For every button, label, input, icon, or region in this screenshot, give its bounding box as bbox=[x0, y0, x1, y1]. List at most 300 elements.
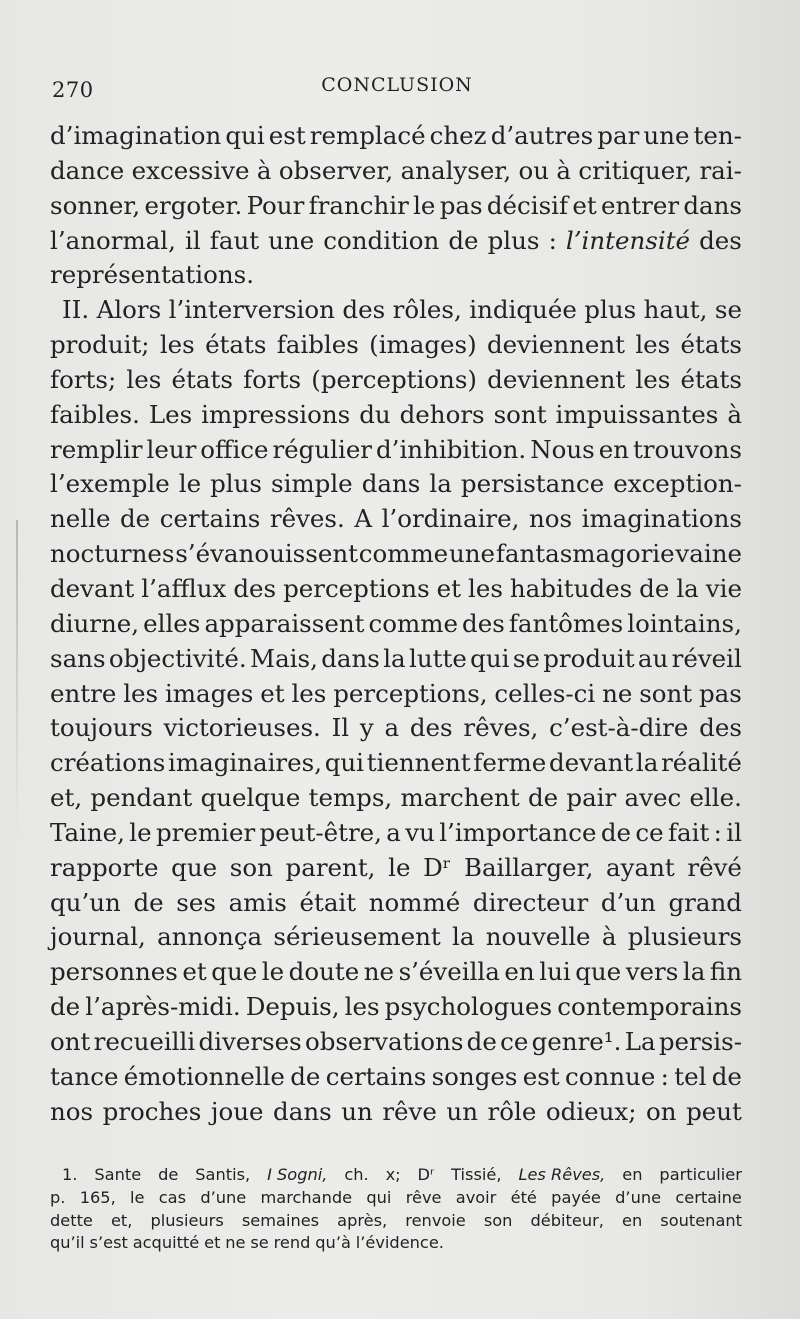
footnote-word: renvoie bbox=[405, 1210, 466, 1230]
body-word: de bbox=[290, 1061, 321, 1091]
body-word: peut-être, bbox=[259, 817, 382, 847]
body-word: les bbox=[635, 364, 671, 394]
body-word: fantasmagorie bbox=[495, 539, 675, 569]
body-word: : bbox=[548, 225, 557, 255]
body-word: à bbox=[556, 155, 571, 185]
footnote-word: en bbox=[621, 1210, 643, 1230]
body-word: impuissantes bbox=[555, 399, 719, 429]
body-word: sont bbox=[493, 399, 547, 429]
body-word: à bbox=[727, 399, 742, 429]
body-word: de bbox=[600, 817, 632, 847]
body-word: les bbox=[635, 330, 671, 360]
body-word: a bbox=[386, 817, 401, 847]
footnote-line bbox=[50, 1187, 742, 1210]
body-word: grand bbox=[668, 887, 742, 917]
body-word: fait bbox=[667, 817, 710, 847]
body-word: objectivité. bbox=[108, 643, 247, 673]
body-word: deviennent bbox=[486, 330, 626, 360]
body-word: recueilli bbox=[93, 1026, 196, 1056]
body-line bbox=[50, 119, 742, 154]
body-word: des bbox=[699, 225, 742, 255]
body-word: des bbox=[233, 573, 277, 603]
body-word: d’autres bbox=[490, 121, 594, 150]
body-word: (images) bbox=[369, 330, 477, 360]
body-word: impressions bbox=[201, 399, 351, 429]
body-word: s’éveilla bbox=[398, 957, 500, 987]
body-line bbox=[50, 189, 742, 224]
footnote-word: payée bbox=[551, 1187, 601, 1207]
body-word: une bbox=[268, 225, 315, 255]
footnote-word: Tissié, bbox=[451, 1165, 502, 1184]
body-word: proches bbox=[102, 1096, 202, 1126]
body-word: ses bbox=[176, 887, 216, 917]
body-line bbox=[50, 537, 742, 572]
body-word: critiquer, bbox=[578, 155, 693, 185]
body-word: du bbox=[359, 399, 391, 429]
body-word: fantômes bbox=[508, 608, 624, 638]
body-word: l’importance bbox=[439, 817, 597, 847]
body-word: Depuis, bbox=[245, 992, 340, 1022]
footnote-word: particulier bbox=[659, 1165, 742, 1184]
body-word: d’imagination bbox=[50, 121, 222, 150]
body-word: rapporte bbox=[50, 852, 159, 882]
body-line bbox=[50, 328, 742, 363]
body-line bbox=[50, 502, 742, 537]
body-word: la bbox=[383, 643, 406, 673]
body-word: ce bbox=[635, 817, 664, 847]
body-word: les bbox=[159, 330, 195, 360]
body-line bbox=[50, 398, 742, 433]
footnote-word: qu’il bbox=[50, 1233, 85, 1253]
footnote-word: se bbox=[250, 1233, 269, 1253]
body-word: plus bbox=[210, 469, 262, 499]
body-line bbox=[50, 642, 742, 677]
body-line bbox=[50, 1060, 742, 1095]
body-word: nommé bbox=[368, 887, 461, 917]
body-word: observations bbox=[304, 1026, 464, 1056]
footnote-word: avoir bbox=[455, 1187, 497, 1207]
body-word: les bbox=[467, 573, 503, 603]
body-line bbox=[50, 955, 742, 990]
body-line bbox=[50, 293, 742, 328]
body-word: quelque bbox=[200, 783, 301, 813]
body-line bbox=[50, 433, 742, 468]
body-word: le bbox=[388, 852, 411, 882]
body-word: lutte bbox=[409, 643, 467, 673]
body-word: plus bbox=[584, 295, 637, 325]
body-line bbox=[50, 1095, 742, 1130]
body-word: ont bbox=[50, 1026, 91, 1056]
body-word: Baillarger, bbox=[463, 852, 594, 882]
body-word: l’afflux bbox=[141, 573, 227, 603]
body-line bbox=[50, 607, 742, 642]
body-word: créations bbox=[50, 748, 166, 778]
body-word: ne bbox=[363, 957, 395, 987]
footnote-word: Santis, bbox=[195, 1165, 251, 1184]
body-word: dans bbox=[273, 1096, 332, 1126]
footnote-word: qui bbox=[366, 1187, 392, 1207]
footnote-word: acquitté bbox=[132, 1233, 200, 1253]
body-word: l’interversion bbox=[168, 295, 335, 325]
body-word: réalité bbox=[661, 748, 742, 778]
body-word: marchent bbox=[400, 783, 520, 813]
body-word: contemporains bbox=[557, 992, 742, 1022]
body-line bbox=[50, 816, 742, 851]
body-word: nos bbox=[50, 1096, 94, 1126]
footnote-word: qu’à bbox=[315, 1233, 351, 1253]
body-word: rai- bbox=[699, 155, 742, 185]
body-word: rêves. bbox=[269, 504, 345, 534]
body-line bbox=[50, 886, 742, 921]
body-word: représentations. bbox=[50, 260, 254, 290]
body-word: analyser, bbox=[400, 155, 512, 185]
body-word: et bbox=[436, 573, 461, 603]
body-word: Mais, bbox=[249, 643, 318, 673]
body-word: qu’un bbox=[50, 887, 121, 917]
body-word: états bbox=[680, 364, 742, 394]
body-line bbox=[50, 224, 742, 259]
body-word: rêves, bbox=[463, 713, 539, 743]
footnote-word: l’évidence. bbox=[355, 1233, 444, 1253]
body-word: tel bbox=[674, 1061, 707, 1091]
chapter-title: CONCLUSION bbox=[321, 74, 473, 96]
body-word: perceptions bbox=[283, 573, 430, 603]
body-word: journal, bbox=[50, 922, 146, 952]
body-word: dans bbox=[361, 469, 421, 499]
body-word: comme bbox=[358, 539, 449, 569]
body-word: deviennent bbox=[487, 364, 626, 394]
body-word: au bbox=[637, 643, 669, 673]
body-word: diurne, bbox=[50, 608, 140, 638]
body-word: à bbox=[601, 922, 617, 952]
body-word: pas bbox=[699, 678, 742, 708]
body-word: vie bbox=[705, 573, 742, 603]
body-word: dans bbox=[321, 643, 380, 673]
body-word: de bbox=[120, 504, 151, 534]
body-word: rôle bbox=[487, 1096, 537, 1126]
body-word: peut bbox=[686, 1096, 742, 1126]
body-word: faut bbox=[209, 225, 260, 255]
page-number: 270 bbox=[52, 78, 94, 102]
body-word: vers bbox=[625, 957, 679, 987]
body-word: l’exemple bbox=[50, 469, 170, 499]
body-word: pair bbox=[566, 783, 617, 813]
body-word: nouvelle bbox=[485, 922, 591, 952]
body-word: comme bbox=[368, 608, 458, 638]
body-word: émotionnelle bbox=[123, 1061, 285, 1091]
body-word: Dʳ bbox=[423, 852, 452, 882]
body-word: nelle bbox=[50, 504, 111, 534]
body-word: la bbox=[452, 922, 475, 952]
body-line bbox=[50, 920, 742, 955]
body-word: l’ordinaire, bbox=[381, 504, 520, 534]
body-word: ten- bbox=[693, 121, 742, 150]
body-word: II. bbox=[62, 295, 90, 325]
body-word: et, bbox=[50, 783, 83, 813]
body-word: chez bbox=[429, 121, 487, 150]
body-word: Les bbox=[148, 399, 193, 429]
footnotes bbox=[50, 1164, 742, 1255]
body-word: produit bbox=[543, 643, 635, 673]
body-word: connue bbox=[565, 1061, 656, 1091]
body-word: vaine bbox=[675, 539, 742, 569]
body-word: (perceptions) bbox=[311, 364, 477, 394]
body-word: persis- bbox=[658, 1026, 742, 1056]
footnote-word: semaines bbox=[241, 1210, 320, 1230]
footnote-word: x; bbox=[385, 1165, 401, 1184]
body-word: des bbox=[409, 713, 453, 743]
body-word: la bbox=[676, 573, 699, 603]
body-word: entrer bbox=[601, 190, 680, 220]
body-word: sont bbox=[639, 678, 693, 708]
body-word: indiquée bbox=[469, 295, 577, 325]
body-word: l’anormal, bbox=[50, 225, 176, 255]
body-word: ne bbox=[602, 678, 633, 708]
body-word: genre¹. bbox=[531, 1026, 622, 1056]
body-word: : bbox=[713, 817, 722, 847]
footnote-word: 165, bbox=[79, 1187, 116, 1207]
body-word: celles-ci bbox=[494, 678, 596, 708]
body-word: rêvé bbox=[687, 852, 742, 882]
footnote-line bbox=[50, 1232, 742, 1255]
body-word: de bbox=[133, 887, 164, 917]
body-word: la bbox=[682, 957, 706, 987]
body-word: plus bbox=[487, 225, 540, 255]
footnote-word: d’une bbox=[615, 1187, 662, 1207]
body-word: de bbox=[711, 1061, 742, 1091]
body-word: leur bbox=[146, 434, 197, 464]
footnote-line bbox=[50, 1210, 742, 1233]
body-word: rêve bbox=[382, 1096, 437, 1126]
body-word: réveil bbox=[671, 643, 742, 673]
body-word: l’intensité bbox=[565, 225, 691, 255]
body-word: le bbox=[261, 957, 285, 987]
body-line bbox=[50, 711, 742, 746]
body-word: de bbox=[50, 992, 81, 1022]
footnote-word: le bbox=[130, 1187, 145, 1207]
body-word: une bbox=[643, 121, 690, 150]
body-line bbox=[50, 781, 742, 816]
body-word: c’est-à-dire bbox=[549, 713, 689, 743]
body-word: nocturnes bbox=[50, 539, 175, 569]
body-word: qui bbox=[324, 748, 365, 778]
body-word: entre bbox=[50, 678, 117, 708]
body-word: office bbox=[200, 434, 269, 464]
footnote-word: et bbox=[204, 1233, 221, 1253]
footnote-word: en bbox=[622, 1165, 643, 1184]
body-word: doute bbox=[288, 957, 360, 987]
body-word: apparaissent bbox=[204, 608, 365, 638]
footnote-word: ch. bbox=[344, 1165, 369, 1184]
body-word: les bbox=[123, 678, 159, 708]
body-word: victorieuses. bbox=[163, 713, 321, 743]
body-word: sans bbox=[50, 643, 106, 673]
body-word: tance bbox=[50, 1061, 119, 1091]
body-word: Alors bbox=[96, 295, 162, 325]
body-word: de bbox=[448, 225, 479, 255]
body-word: pas bbox=[439, 190, 483, 220]
body-word: remplir bbox=[50, 434, 143, 464]
body-word: ergoter. bbox=[144, 190, 243, 220]
body-word: ferme bbox=[473, 748, 547, 778]
body-word: forts; bbox=[50, 364, 117, 394]
body-word: que bbox=[171, 852, 218, 882]
footnote-word: après, bbox=[337, 1210, 388, 1230]
footnote-word: I Sogni, bbox=[267, 1165, 328, 1184]
body-word: toujours bbox=[50, 713, 153, 743]
footnote-word: s’est bbox=[89, 1233, 128, 1253]
body-word: fin bbox=[709, 957, 742, 987]
footnote-word: débiteur, bbox=[530, 1210, 604, 1230]
body-word: certains bbox=[159, 504, 261, 534]
footnote-word: rend bbox=[273, 1233, 311, 1253]
body-word: états bbox=[171, 364, 233, 394]
body-word: rôles, bbox=[392, 295, 462, 325]
body-word: simple bbox=[271, 469, 353, 499]
body-word: Taine, bbox=[50, 817, 125, 847]
footnote-word: 1. bbox=[62, 1165, 78, 1184]
body-word: faibles. bbox=[50, 399, 140, 429]
body-word: tiennent bbox=[366, 748, 471, 778]
body-word: que bbox=[211, 957, 258, 987]
body-word: personnes bbox=[50, 957, 178, 987]
body-word: dans bbox=[683, 190, 742, 220]
body-word: de bbox=[527, 783, 559, 813]
body-word: était bbox=[299, 887, 357, 917]
body-word: lui bbox=[539, 957, 571, 987]
body-word: les bbox=[344, 992, 380, 1022]
body-word: la bbox=[429, 469, 452, 499]
body-word: sérieusement bbox=[273, 922, 441, 952]
body-word: dehors bbox=[399, 399, 485, 429]
body-word: persistance bbox=[460, 469, 605, 499]
body-word: est bbox=[268, 121, 306, 150]
body-word: imaginaires, bbox=[168, 748, 323, 778]
body-line bbox=[50, 990, 742, 1025]
footnote-word: ne bbox=[225, 1233, 246, 1253]
body-word: se bbox=[512, 643, 540, 673]
footnote-word: certaine bbox=[675, 1187, 742, 1207]
body-word: l’après-midi. bbox=[85, 992, 241, 1022]
body-word: que bbox=[575, 957, 622, 987]
body-line bbox=[50, 363, 742, 398]
body-word: joue bbox=[210, 1096, 264, 1126]
body-word: habitudes bbox=[509, 573, 633, 603]
body-word: à bbox=[256, 155, 272, 185]
body-word: des bbox=[342, 295, 386, 325]
body-word: on bbox=[646, 1096, 677, 1126]
body-word: décisif bbox=[486, 190, 569, 220]
body-word: de bbox=[466, 1026, 497, 1056]
body-word: temps, bbox=[308, 783, 393, 813]
footnote-word: Dʳ bbox=[417, 1165, 435, 1184]
body-word: qui bbox=[225, 121, 265, 150]
body-word: lointains, bbox=[627, 608, 742, 638]
footnote-word: Sante bbox=[94, 1165, 142, 1184]
body-word: perceptions, bbox=[333, 678, 488, 708]
body-word: franchir bbox=[308, 190, 409, 220]
body-word: imaginations bbox=[581, 504, 742, 534]
body-word: d’un bbox=[600, 887, 656, 917]
body-word: Il bbox=[331, 713, 350, 743]
body-word: observer, bbox=[278, 155, 394, 185]
body-word: certains bbox=[325, 1061, 427, 1091]
body-word: et bbox=[572, 190, 597, 220]
body-word: plusieurs bbox=[627, 922, 742, 952]
footnote-word: et, bbox=[110, 1210, 133, 1230]
body-word: ce bbox=[500, 1026, 529, 1056]
body-word: pendant bbox=[90, 783, 193, 813]
body-word: son bbox=[229, 852, 273, 882]
body-word: amis bbox=[228, 887, 287, 917]
body-word: A bbox=[354, 504, 373, 534]
body-word: annonça bbox=[157, 922, 263, 952]
body-word: des bbox=[699, 713, 742, 743]
pencil-margin-mark bbox=[16, 520, 18, 840]
body-word: excessive bbox=[131, 155, 250, 185]
body-word: le bbox=[413, 190, 436, 220]
footnote-word: dette bbox=[50, 1210, 93, 1230]
body-word: de bbox=[639, 573, 670, 603]
body-word: en bbox=[598, 434, 629, 464]
body-word: qui bbox=[470, 643, 510, 673]
body-word: forts bbox=[243, 364, 302, 394]
body-word: psychologues bbox=[384, 992, 553, 1022]
footnote-word: cas bbox=[158, 1187, 187, 1207]
body-word: est bbox=[522, 1061, 560, 1091]
body-word: le bbox=[129, 817, 152, 847]
body-word: haut, bbox=[643, 295, 708, 325]
body-word: devant bbox=[548, 748, 634, 778]
body-word: un bbox=[341, 1096, 373, 1126]
body-word: et bbox=[260, 678, 285, 708]
footnote-word: Les Rêves, bbox=[518, 1165, 606, 1184]
footnote-word: été bbox=[510, 1187, 537, 1207]
footnote-word: d’une bbox=[200, 1187, 247, 1207]
body-word: se bbox=[714, 295, 742, 325]
body-word: les bbox=[126, 364, 162, 394]
body-word: faibles bbox=[276, 330, 359, 360]
body-word: parent, bbox=[285, 852, 376, 882]
body-word: il bbox=[726, 817, 742, 847]
body-word: devant bbox=[50, 573, 135, 603]
body-word: régulier bbox=[272, 434, 373, 464]
body-word: dance bbox=[50, 155, 125, 185]
body-word: les bbox=[291, 678, 327, 708]
body-word: odieux; bbox=[545, 1096, 637, 1126]
body-word: vu bbox=[405, 817, 435, 847]
body-word: Nous bbox=[530, 434, 595, 464]
body-word: songes bbox=[431, 1061, 518, 1091]
body-word: elle. bbox=[689, 783, 742, 813]
body-word: d’inhibition. bbox=[376, 434, 527, 464]
body-word: : bbox=[660, 1061, 669, 1091]
body-line bbox=[50, 258, 742, 293]
body-line bbox=[50, 677, 742, 712]
body-word: s’évanouissent bbox=[175, 539, 358, 569]
body-word: des bbox=[462, 608, 505, 638]
body-line bbox=[50, 1025, 742, 1060]
running-head bbox=[52, 74, 742, 102]
body-word: et bbox=[182, 957, 207, 987]
body-word: le bbox=[178, 469, 202, 499]
body-word: ou bbox=[518, 155, 550, 185]
body-word: une bbox=[448, 539, 496, 569]
body-word: nos bbox=[528, 504, 573, 534]
body-word: un bbox=[446, 1096, 478, 1126]
body-word: états bbox=[205, 330, 267, 360]
body-word: diverses bbox=[198, 1026, 302, 1056]
